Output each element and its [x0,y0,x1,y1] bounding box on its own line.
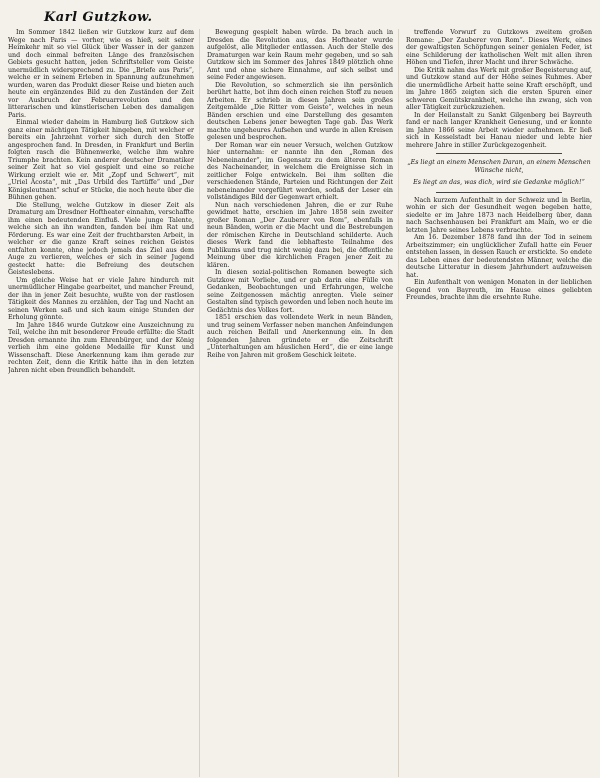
paragraph: 1851 erschien das vollendete Werk in neun Bänden, und trug seinem Verfasser neben manchen Anfeindungen auch reichen Beifall und Anerkennung ein. In den folgenden Jahren gründete er die Zeitschrift „Unterhaltungen am häuslichen Herd“, die er eine lange Reihe von Jahren mit großem Geschick leitete. [207,314,393,359]
text-columns [8,29,592,777]
paragraph: In diesen sozial-politischen Romanen bewegte sich Gutzkow mit Vorliebe, und er gab darin eine Fülle von Gedanken, Beobachtungen und Erfahrungen, welche seine Zeitgenossen mächtig anregten. Viele seiner Gestalten sind typisch geworden und leben noch heute im Gedächtnis des Volkes fort. [207,269,393,314]
paragraph: Am 16. Dezember 1878 fand ihn der Tod in seinem Arbeitszimmer; ein unglücklicher Zufall hatte ein Feuer entstehen lassen, in dessen Rauch er erstickte. So endete das Leben eines der bedeutendsten Männer, welche die deutsche Litteratur in diesem Jahrhundert aufzuweisen hat. [406,234,592,279]
divider [436,192,562,193]
column-3 [406,29,592,777]
paragraph: Um gleiche Weise hat er viele Jahre hindurch mit unermüdlicher Hingabe gearbeitet, und mancher Freund, der ihn in jener Zeit besuchte, wußte von der rastlosen Tätigkeit des Mannes zu erzählen, der Tag und Nacht an seinen Werken saß und sich kaum einige Stunden der Erholung gönnte. [8,276,194,321]
paragraph: Die Stellung, welche Gutzkow in dieser Zeit als Dramaturg am Dresdner Hoftheater einnahm, verschaffte ihm einen bedeutenden Einfluß. Viele junge Talente, welche sich an ihn wandten, fanden bei ihm Rat und Förderung. Es war eine Zeit der fruchtbarsten Arbeit, in welcher er die ganze Kraft seines reichen Geistes entfalten konnte, ohne jedoch jemals das Ziel aus dem Auge zu verlieren, welches er sich in seiner Jugend gesteckt hatte: die Befreiung des deutschen Geisteslebens. [8,201,194,276]
paragraph: In der Heilanstalt zu Sankt Gilgenberg bei Bayreuth fand er nach langer Krankheit Genesung, und er konnte im Jahre 1866 seine Arbeit wieder aufnehmen. Er ließ sich in Kesselstadt bei Hanau nieder und lebte hier mehrere Jahre in stiller Zurückgezogenheit. [406,111,592,149]
paragraph: Einmal wieder daheim in Hamburg ließ Gutzkow sich ganz einer mächtigen Tätigkeit hingeben, mit welcher er bereits ein Jahrzehnt vorher sich durch den Stoffe angesprochen fand. In Dresden, in Frankfurt und Berlin folgten rasch die Bühnenwerke, welche ihm wahre Triumphe brachten. Kein anderer deutscher Dramatiker seiner Zeit hat so viel gespielt und eine so reiche Wirkung erzielt wie er. Mit „Zopf und Schwert“, mit „Uriel Acosta“, mit „Das Urbild des Tartüffe“ und „Der Königsleutnant“ schuf er Stücke, die noch heute über die Bühnen gehen. [8,119,194,201]
paragraph: Nach kurzem Aufenthalt in der Schweiz und in Berlin, wohin er sich der Gesundheit wegen begeben hatte, siedelte er im Jahre 1873 nach Heidelberg über, dann nach Sachsenhausen bei Frankfurt am Main, wo er die letzten Jahre seines Lebens verbrachte. [406,196,592,234]
quote-line: „Es liegt an einem Menschen Daran, an einem Menschen Wünsche nicht, [407,159,591,174]
column-1 [8,29,200,777]
paragraph: Im Sommer 1842 ließen wir Gutzkow kurz auf dem Wege nach Paris — vorher, wie es hieß, seit seiner Heimkehr mit so viel Glück über Wasser in der ganzen und doch einmal befreiten Länge des französischen Gebiets gesucht hatten, jeden Schriftsteller vom Geiste unermüdlich widersprechend zu. Die „Briefe aus Paris“, welche er in seinem Erleben in Spannung aufzunehmen wurden, waren das Produkt dieser Reise und bieten auch heute ein ergänzendes Bild zu den Zuständen der Zeit vor Ausbruch der Februarrevolution und den litterarischen und künstlerischen Leben des damaligen Paris. [8,29,194,119]
paragraph: Im Jahre 1846 wurde Gutzkow eine Auszeichnung zu Teil, welche ihn mit besonderer Freude erfüllte: die Stadt Dresden ernannte ihn zum Ehrenbürger, und der König verlieh ihm eine goldene Medaille für Kunst und Wissenschaft. Diese Anerkennung kam ihm gerade zur rechten Zeit, denn die Kritik hatte ihn in den letzten Jahren nicht eben freundlich behandelt. [8,321,194,374]
paragraph: treffende Vorwurf zu Gutzkows zweitem großen Romane: „Der Zauberer von Rom“. Dieses Werk, eines der gewaltigsten Schöpfungen seiner genialen Feder, ist eine Schilderung der katholischen Welt mit allen ihren Höhen und Tiefen, ihrer Macht und ihrer Schwäche. [406,29,592,66]
paragraph: Der Roman war ein neuer Versuch, welchen Gutzkow hier unternahm: er nannte ihn den „Roman des Nebeneinander“, im Gegensatz zu dem älteren Roman des Nacheinander, in welchem die Ereignisse sich in zeitlicher Folge entwickeln. Bei ihm sollten die verschiedenen Stände, Parteien und Richtungen der Zeit nebeneinander vorgeführt werden, sodaß der Leser ein vollständiges Bild der Gegenwart erhielt. [207,141,393,201]
paragraph: Bewegung gespielt haben würde. Da brach auch in Dresden die Revolution aus, das Hoftheater wurde aufgelöst, alle Mitglieder entlassen. Auch der Stelle des Dramaturgen war kein Raum mehr gegeben, und so sah Gutzkow sich im Sommer des Jahres 1849 plötzlich ohne Amt und ohne sichere Einnahme, auf sich selbst und seine Feder angewiesen. [207,29,393,81]
divider [436,153,562,154]
paragraph: Ein Aufenthalt von wenigen Monaten in der lieblichen Gegend von Bayreuth, im Hause eines geliebten Freundes, brachte ihm die ersehnte Ruhe. [406,279,592,301]
quote-line: Es liegt an das, was dich, wird sie Gedanke möglich!“ [413,179,585,186]
paragraph: Nun nach verschiedenen Jahren, die er zur Ruhe gewidmet hatte, erschien im Jahre 1858 sein zweiter großer Roman „Der Zauberer von Rom“, ebenfalls in neun Bänden, worin er die Macht und die Bestrebungen der römischen Kirche in Deutschland schilderte. Auch dieses Werk fand die lebhafteste Teilnahme des Publikums und trug nicht wenig dazu bei, die öffentliche Meinung über die kirchlichen Fragen jener Zeit zu klären. [207,201,393,269]
paragraph: Die Revolution, so schmerzlich sie ihn persönlich berührt hatte, bot ihm doch einen reichen Stoff zu neuen Arbeiten. Er schrieb in diesen Jahren sein großes Zeitgemälde „Die Ritter vom Geiste“, welches in neun Bänden erschien und eine Darstellung des gesamten deutschen Lebens jener bewegten Tage gab. Das Werk machte ungeheures Aufsehen und wurde in allen Kreisen gelesen und besprochen. [207,81,393,141]
column-2 [207,29,399,777]
paragraph: Die Kritik nahm das Werk mit großer Begeisterung auf, und Gutzkow stand auf der Höhe seines Ruhmes. Aber die unermüdliche Arbeit hatte seine Kraft erschöpft, und im Jahre 1865 zeigten sich die ersten Spuren einer schweren Gemütskrankheit, welche ihn zwang, sich von aller Tätigkeit zurückzuziehen. [406,66,592,111]
article-title: Karl Gutzkow. [44,10,153,25]
